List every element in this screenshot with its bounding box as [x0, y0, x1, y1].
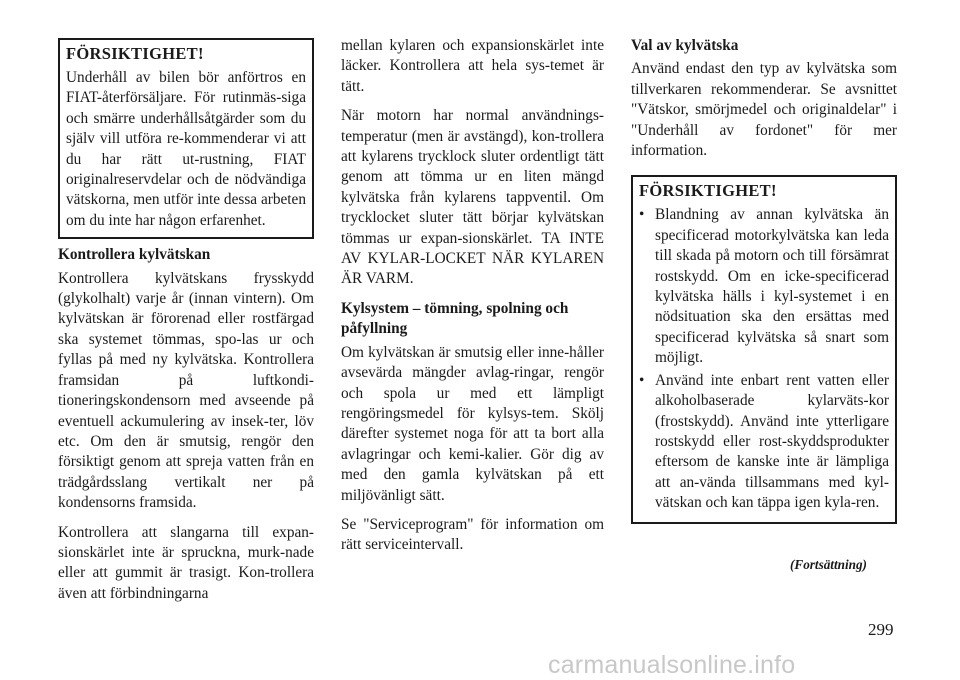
- paragraph: Kontrollera kylvätskans frysskydd (glykolhalt) varje år (innan vintern). Om kylvätskan är förorenad eller rostfärgad ska systemet tömmas, spo-las ur och fyllas på med ny kylvätska. Kontrollera framsidan på luftkondi-tioneringskondensorn med avseende på eventuell ackumulering av insek-ter, löv etc. Om den är smutsig, rengör den försiktigt genom att spreja vatten från en trädgårdsslang vertikalt ner på kondensorns framsida.: [58, 269, 314, 512]
- bullet-icon: •: [639, 206, 645, 224]
- caution-list-item: [639, 371, 889, 514]
- caution-list: [639, 205, 889, 513]
- caution-box: [58, 38, 314, 239]
- section-heading: Kylsystem – tömning, spolning och påfyllning: [341, 299, 569, 338]
- bullet-icon: •: [639, 371, 645, 389]
- paragraph: När motorn har normal användnings-temperatur (men är avstängd), kon-trollera att kylarens trycklock sluter ordentligt tätt genom att tömma ur en liten mängd kylvätska från kylarens tappventil. Om trycklocket sluter tätt börjar kylvätskan tömmas ur expan-sionskärlet. TA INTE AV KYLAR-LOCKET NÄR KYLAREN ÄR VARM.: [341, 107, 604, 288]
- column-2: [341, 36, 604, 565]
- caution-list-item: [639, 205, 889, 368]
- paragraph: Se "Serviceprogram" för information om rätt serviceintervall.: [341, 515, 604, 554]
- caution-box: [631, 175, 897, 523]
- paragraph: Kontrollera att slangarna till expan-sionskärlet inte är spruckna, murk-nade eller att gummit är trasigt. Kon-trollera även att förbindningarna: [58, 523, 314, 602]
- paragraph: mellan kylaren och expansionskärlet inte läcker. Kontrollera att hela sys-temet är tätt.: [341, 37, 604, 95]
- watermark: carmanualsonline.info: [548, 651, 796, 679]
- section-heading: Val av kylvätska: [631, 37, 739, 54]
- column-3: [631, 36, 897, 530]
- caution-text: Underhåll av bilen bör anförtros en FIAT-återförsäljare. För rutinmäs-siga och smärre underhållsåtgärder som du själv vill utföra re-kommenderar vi att du har rätt ut-rustning, FIAT originalreservdelar och de nödvändiga vätskorna, men utför inte dessa arbeten om du inte har någon erfarenhet.: [66, 69, 306, 229]
- caution-list-item-text: Använd inte enbart rent vatten eller alkoholbaserade kylarväts-kor (frostskydd). Använd inte ytterligare rostskydd eller rost-skyddsprodukter eftersom de kanske inte är lämpliga att an-vända tillsammans med kyl-vätskan och kan täppa igen kyla-ren.: [655, 371, 889, 512]
- section-heading: Kontrollera kylvätskan: [58, 246, 211, 264]
- caution-heading: FÖRSIKTIGHET!: [639, 181, 777, 201]
- paragraph: Använd endast den typ av kylvätska som tillverkaren rekommenderar. Se avsnittet "Vätskor, smörjmedel och originaldelar" i "Underhåll av fordonet" för mer information.: [631, 60, 897, 160]
- paragraph: Om kylvätskan är smutsig eller inne-håller avsevärda mängder avlag-ringar, rengör och spola ur med ett lämpligt rengöringsmedel för kylsys-tem. Skölj därefter systemet noga för att ta bort alla avlagringar och kemi-kalier. Gör dig av med den gamla kylvätskan på ett miljövänligt sätt.: [341, 343, 604, 504]
- continuation-note: (Fortsättning): [790, 557, 867, 572]
- page-number: 299: [868, 620, 894, 639]
- caution-heading: FÖRSIKTIGHET!: [66, 44, 204, 63]
- caution-list-item-text: Blandning av annan kylvätska än specificerad motorkylvätska kan leda till skada på motorn och till försämrat rostskydd. Om en icke-specificerad kylvätska hälls i kyl-systemet i en nödsituation ska den ersättas med specificerad kylvätska så snart som möjligt.: [655, 206, 889, 367]
- column-1: [58, 36, 314, 613]
